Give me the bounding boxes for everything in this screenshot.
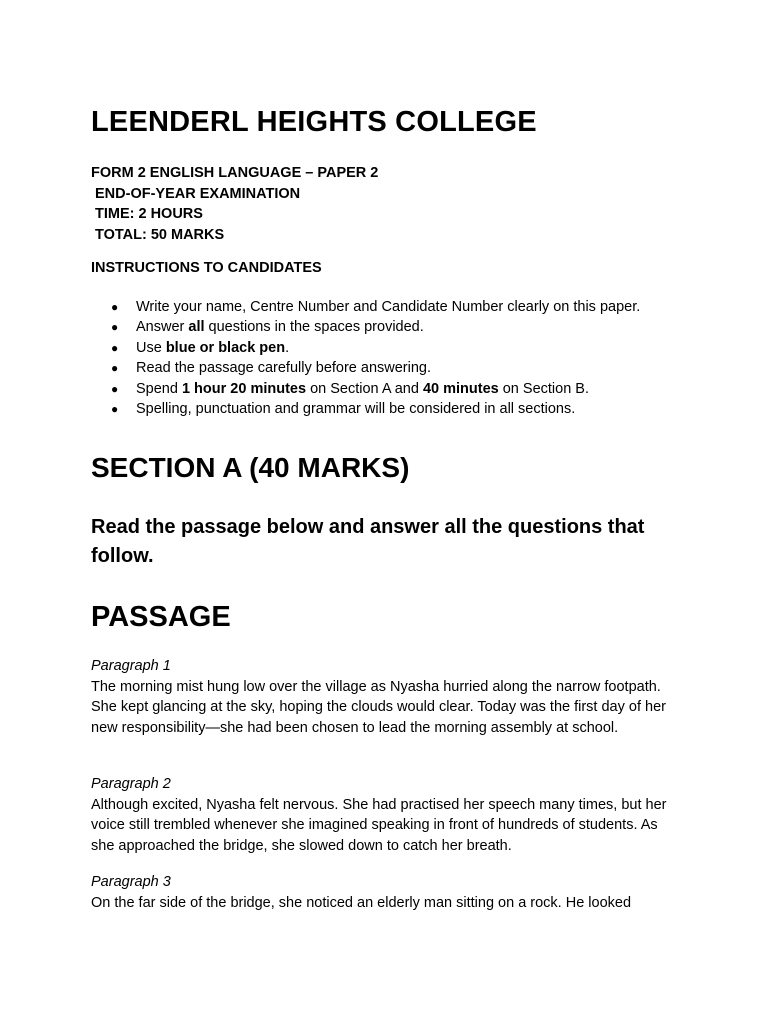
exam-meta	[91, 163, 378, 245]
paragraph-text: The morning mist hung low over the village as Nyasha hurried along the narrow footpath. She kept glancing at the sky, hoping the clouds would clear. Today was the first day of her new responsibility—she had been chosen to lead the morning assembly at school.	[91, 678, 666, 736]
instruction-text: Answer	[136, 319, 189, 336]
paragraph-label: Paragraph 1	[91, 658, 171, 674]
instruction-text: .	[285, 339, 290, 356]
bullet-icon: ●	[111, 361, 119, 376]
instruction-text: on Section B.	[498, 380, 589, 397]
section-a-heading: SECTION A (40 MARKS)	[91, 452, 410, 483]
bullet-icon: ●	[111, 402, 119, 417]
instruction-item	[91, 338, 640, 358]
school-title: LEENDERL HEIGHTS COLLEGE	[91, 106, 537, 138]
passage-heading: PASSAGE	[91, 601, 231, 633]
paragraph-label: Paragraph 3	[91, 874, 171, 890]
passage-paragraph-1	[91, 656, 681, 738]
section-a-instruction: Read the passage below and answer all the questions that follow.	[91, 516, 645, 567]
exam-total-marks: TOTAL: 50 MARKS	[95, 226, 225, 243]
paragraph-label: Paragraph 2	[91, 776, 171, 792]
paragraph-text: On the far side of the bridge, she noticed an elderly man sitting on a rock. He looked	[91, 894, 632, 911]
bullet-icon: ●	[111, 340, 119, 355]
instruction-text: Write your name, Centre Number and Candidate Number clearly on this paper.	[136, 299, 641, 315]
instruction-text: on Section A and	[306, 380, 423, 397]
instructions-list	[91, 297, 640, 419]
instruction-item	[91, 379, 640, 399]
instruction-item	[91, 297, 640, 317]
bullet-icon: ●	[111, 381, 119, 396]
passage-paragraph-2	[91, 774, 681, 856]
instruction-text: Spend	[136, 380, 182, 397]
instruction-emphasis: blue or black pen	[165, 339, 286, 356]
paper-title: FORM 2 ENGLISH LANGUAGE – PAPER 2	[91, 165, 379, 181]
instruction-item	[91, 399, 640, 419]
instruction-emphasis: 1 hour 20 minutes	[181, 380, 307, 397]
instruction-item	[91, 317, 640, 337]
instruction-text: Read the passage carefully before answering.	[136, 360, 432, 377]
instruction-emphasis: 40 minutes	[422, 380, 499, 397]
exam-name: END-OF-YEAR EXAMINATION	[95, 185, 301, 202]
passage-paragraph-3	[91, 872, 681, 913]
exam-time: TIME: 2 HOURS	[95, 206, 203, 222]
instruction-item	[91, 358, 640, 378]
instruction-emphasis: all	[188, 319, 205, 336]
paragraph-text: Although excited, Nyasha felt nervous. She had practised her speech many times, but her voice still trembled whenever she imagined speaking in front of hundreds of students. As she approached the bridge, she slowed down to catch her breath.	[91, 796, 667, 854]
bullet-icon: ●	[111, 300, 119, 314]
instruction-text: Use	[136, 339, 166, 356]
instructions-heading: INSTRUCTIONS TO CANDIDATES	[91, 260, 322, 276]
instruction-text: Spelling, punctuation and grammar will be considered in all sections.	[136, 401, 576, 418]
bullet-icon: ●	[111, 320, 119, 335]
instruction-text: questions in the spaces provided.	[204, 319, 424, 336]
